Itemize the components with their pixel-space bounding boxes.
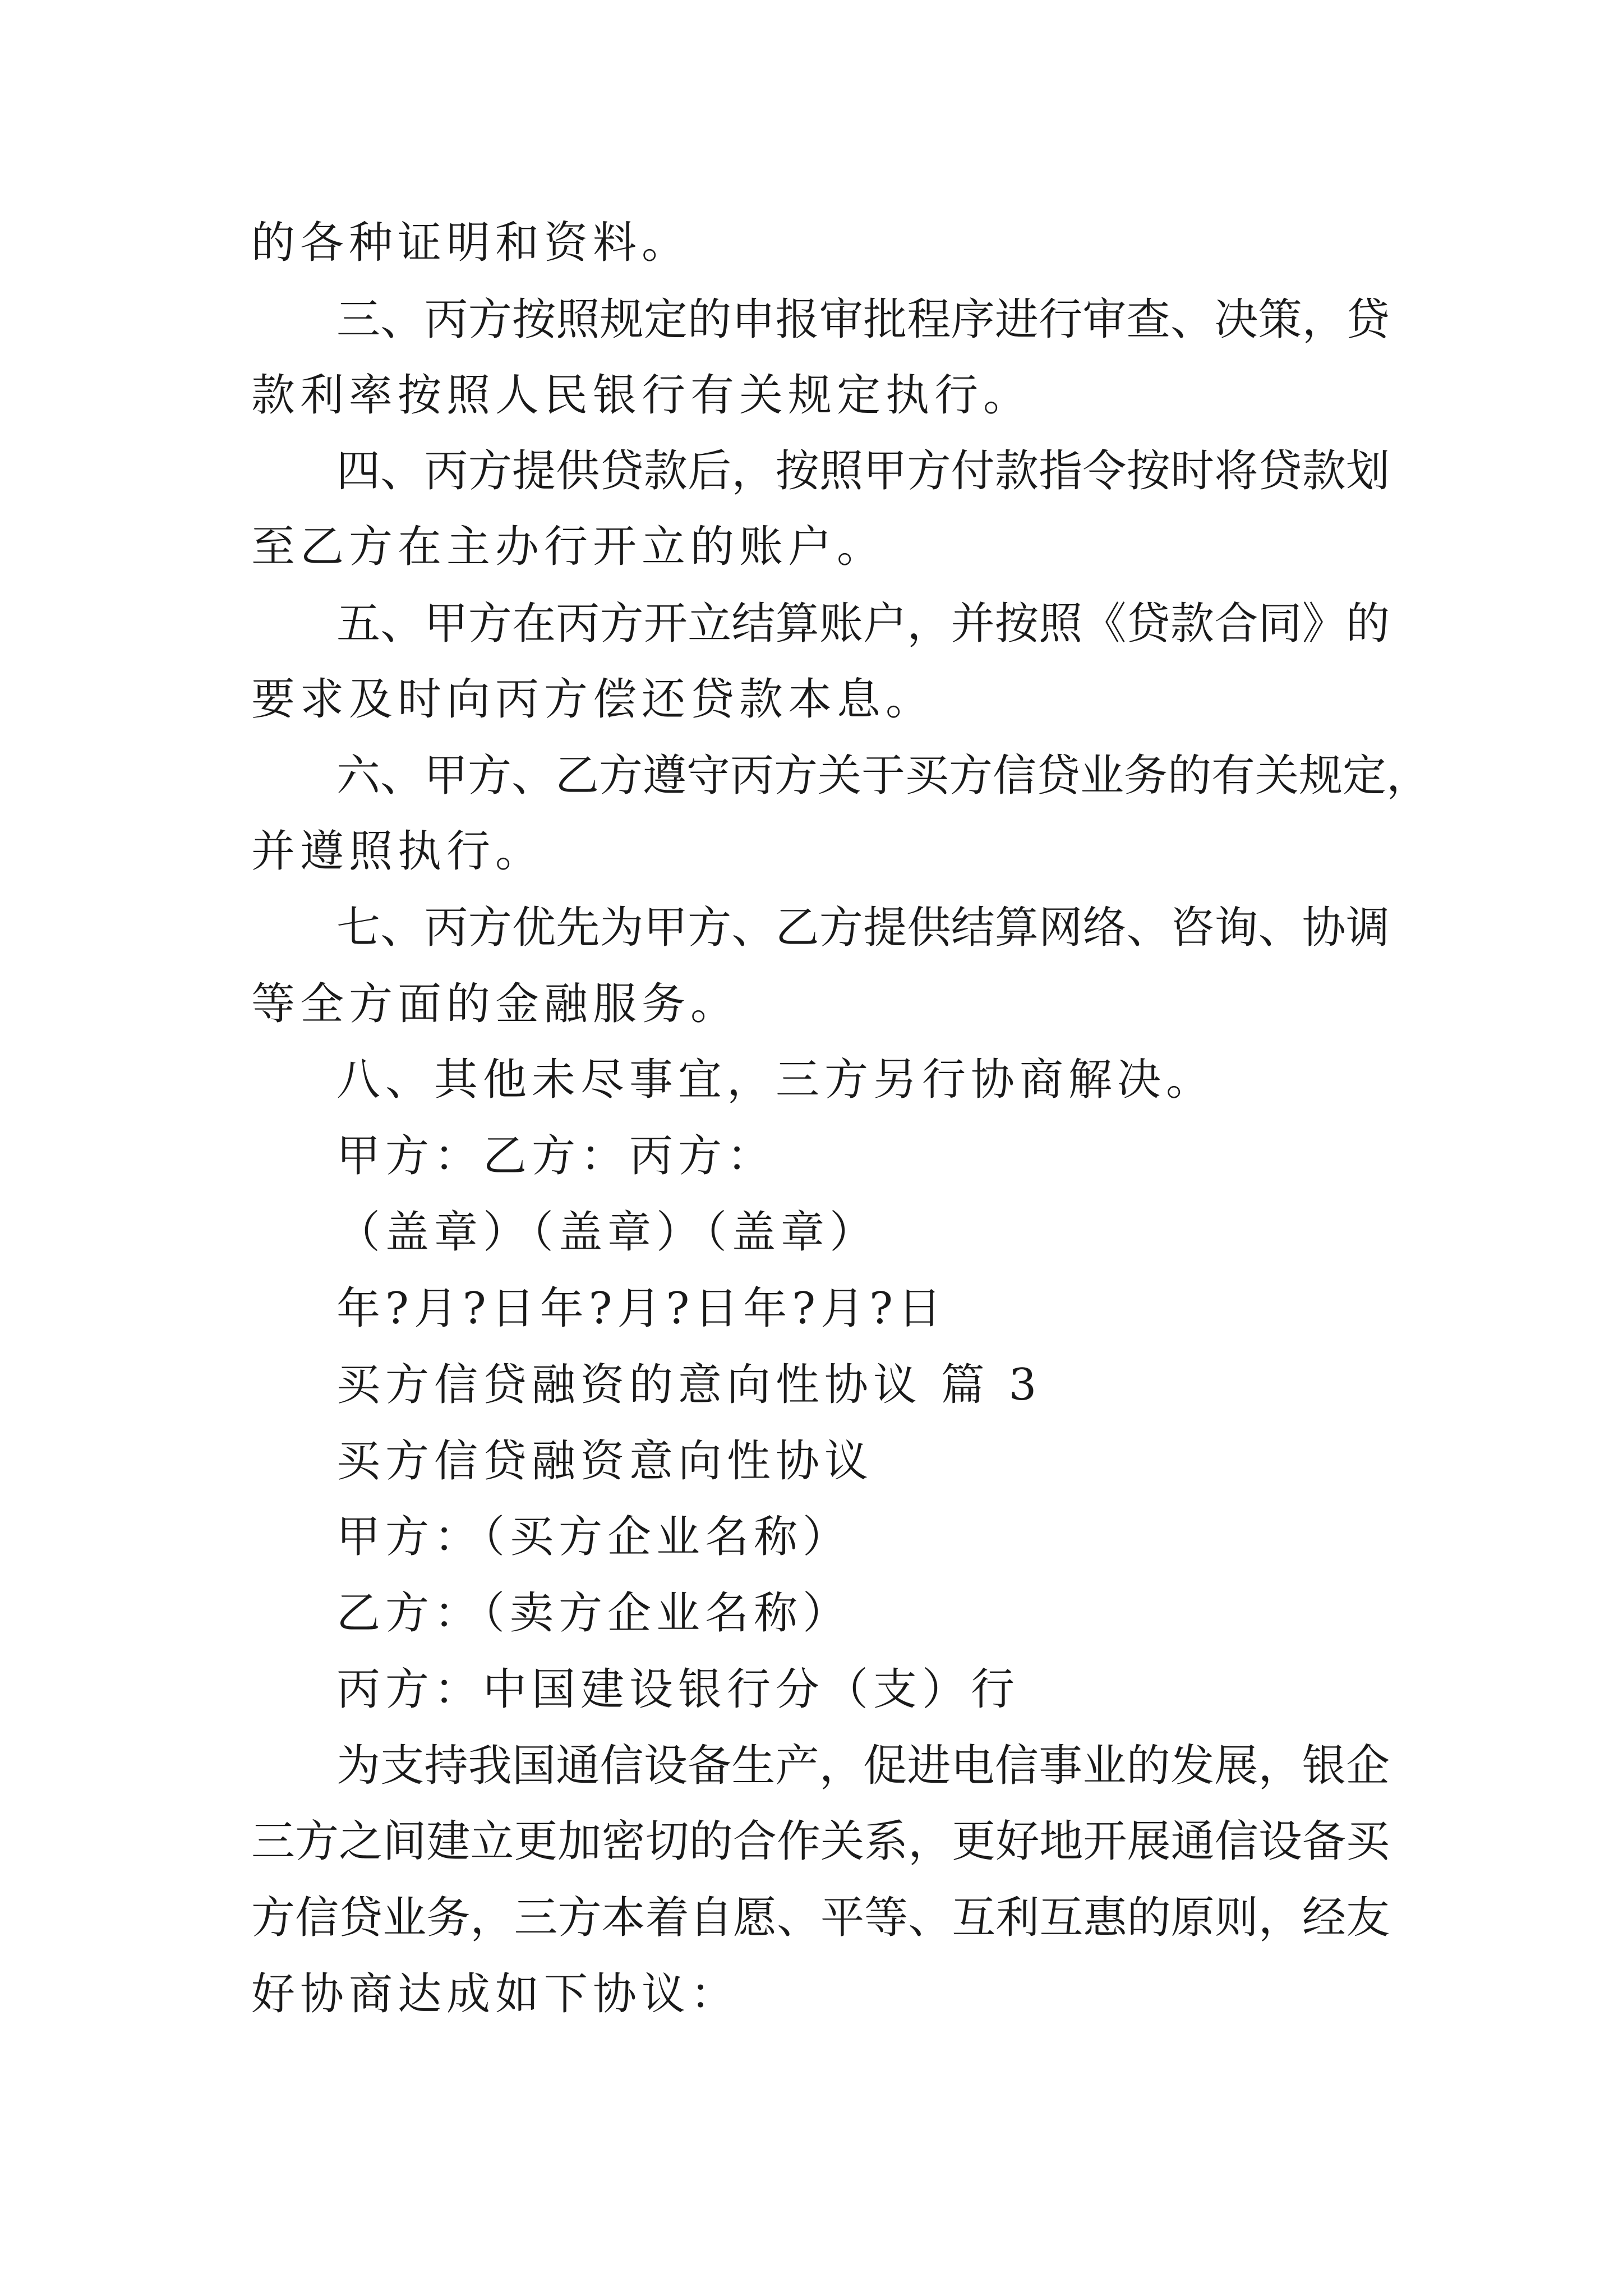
text-line-continuation: 的各种证明和资料。: [251, 218, 691, 268]
clause-4-line-2: 至乙方在主办行开立的账户。: [251, 522, 886, 572]
party-c: 丙方：中国建设银行分（支）行: [336, 1664, 1020, 1715]
clause-3-line-2: 款利率按照人民银行有关规定执行。: [251, 370, 1032, 421]
section-heading: 买方信贷融资的意向性协议 篇 3: [336, 1360, 1042, 1410]
clause-8: 八、其他未尽事宜，三方另行协商解决。: [336, 1055, 1215, 1105]
clause-6-line-1: 六、甲方、乙方遵守丙方关于买方信贷业务的有关规定，: [336, 751, 1431, 801]
preamble-line-3: 方信贷业务，三方本着自愿、平等、互利互惠的原则，经友: [251, 1893, 1390, 1943]
clause-6-line-2: 并遵照执行。: [251, 826, 545, 877]
preamble-line-4: 好协商达成如下协议：: [251, 1969, 740, 2019]
signature-seals: （盖章）（盖章）（盖章）: [336, 1207, 879, 1258]
signature-dates: 年?月?日年?月?日年?月?日: [336, 1283, 947, 1334]
clause-4-line-1: 四、丙方提供贷款后，按照甲方付款指令按时将贷款划: [336, 446, 1390, 496]
clause-5-line-1: 五、甲方在丙方开立结算账户，并按照《贷款合同》的: [336, 599, 1390, 649]
clause-3-line-1: 三、丙方按照规定的申报审批程序进行审查、决策，贷: [336, 295, 1390, 345]
party-a: 甲方：（买方企业名称）: [336, 1512, 852, 1562]
party-b: 乙方：（卖方企业名称）: [336, 1588, 852, 1639]
preamble-line-1: 为支持我国通信设备生产，促进电信事业的发展，银企: [336, 1741, 1390, 1791]
clause-5-line-2: 要求及时向丙方偿还贷款本息。: [251, 674, 935, 725]
clause-7-line-1: 七、丙方优先为甲方、乙方提供结算网络、咨询、协调: [336, 903, 1390, 953]
agreement-title: 买方信贷融资意向性协议: [336, 1436, 874, 1487]
preamble-line-2: 三方之间建立更加密切的合作关系，更好地开展通信设备买: [251, 1816, 1390, 1867]
clause-7-line-2: 等全方面的金融服务。: [251, 979, 740, 1029]
signature-parties: 甲方：乙方：丙方：: [336, 1131, 776, 1181]
